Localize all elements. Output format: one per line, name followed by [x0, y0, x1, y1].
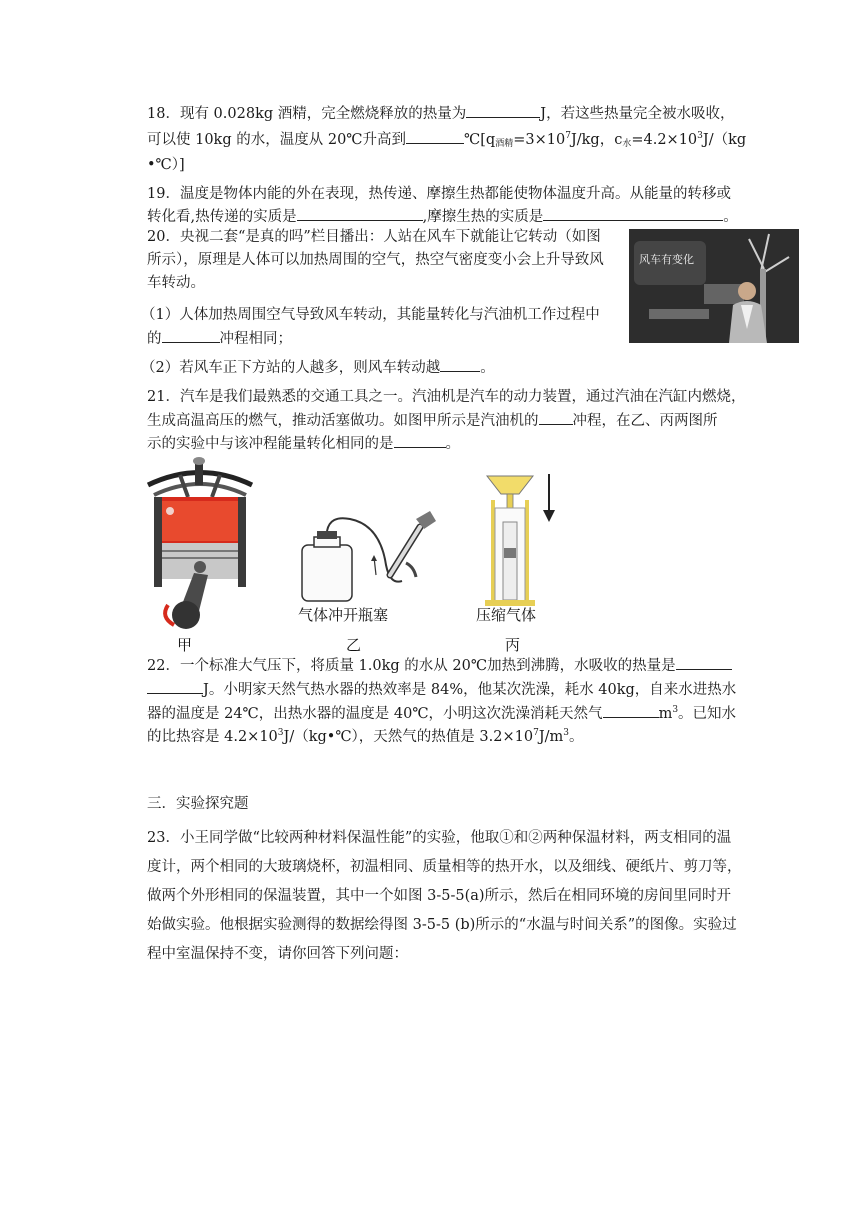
q23-text: 23．小王同学做“比较两种材料保温性能”的实验，他取①和②两种保温材料，两支相同的温: [147, 830, 732, 846]
q23-line-4: [147, 915, 737, 935]
section-heading: 三．实验探究题: [147, 796, 249, 812]
q22-line-4: [147, 727, 584, 747]
q18-text: J，若这些热量完全被水吸收，: [540, 106, 735, 122]
q18-text: •℃）]: [147, 157, 185, 173]
q19-blank-2[interactable]: [543, 206, 723, 221]
q22-blank-1b[interactable]: [147, 679, 203, 694]
q18-line-3: [147, 155, 185, 175]
q22-text: J/（kg•℃），天然气的热值是 3.2×10: [283, 729, 534, 745]
q22-exponent: 7: [533, 728, 539, 738]
q22-text: 的比热容是 4.2×10: [147, 729, 278, 745]
q22-exponent: 3: [563, 728, 569, 738]
q20-text: 20．央视二套“是真的吗”栏目播出：人站在风车下就能让它转动（如图: [147, 229, 601, 245]
q18-text: 18．现有 0.028kg 酒精，完全燃烧释放的热量为: [147, 106, 467, 122]
q23-line-3: [147, 886, 731, 906]
q21-line-2: [147, 410, 718, 431]
q21-text: 示的实验中与该冲程能量转化相同的是: [147, 436, 394, 452]
q22-line-1: [147, 655, 732, 676]
q22-text: J/m: [538, 729, 564, 745]
fig-yi-caption: 气体冲开瓶塞: [298, 606, 389, 624]
q19-line-1: [147, 184, 731, 204]
q22-text: 。已知水: [678, 706, 737, 722]
q18-text: J/（kg: [702, 132, 747, 148]
q23-line-2: [147, 857, 742, 877]
q20-line-2: [147, 250, 604, 270]
q20-line-1: [147, 227, 601, 247]
engine-cylinder-figure: [140, 455, 260, 630]
fig-yi-label: 乙: [346, 636, 362, 654]
q19-line-2: [147, 206, 738, 227]
q21-blank-2[interactable]: [394, 433, 446, 448]
q22-exponent: 3: [672, 705, 679, 715]
q21-text: 生成高温高压的燃气，推动活塞做功。如图甲所示是汽油机的: [147, 413, 539, 429]
q18-text: =4.2×10: [631, 132, 698, 148]
q22-exponent: 3: [277, 728, 284, 738]
q21-text: 冲程，在乙、丙两图所: [572, 413, 718, 429]
q21-blank-1[interactable]: [539, 410, 573, 425]
q19-text: ,摩擦生热的实质是: [422, 209, 544, 225]
q18-text: J/kg，c: [570, 132, 623, 148]
q18-blank-2[interactable]: [406, 129, 464, 144]
q20-text: 。: [480, 360, 495, 376]
q18-text: =3×10: [513, 132, 566, 148]
fig-bing-label: 丙: [505, 636, 521, 654]
q21-text: 21．汽车是我们最熟悉的交通工具之一。汽油机是汽车的动力装置，通过汽油在汽缸内燃烧，: [147, 389, 746, 405]
q22-text: 。: [569, 729, 584, 745]
q22-blank-2[interactable]: [603, 703, 659, 718]
q20-blank-2[interactable]: [440, 357, 480, 372]
q20-text: 的: [147, 331, 162, 347]
q22-line-3: [147, 703, 736, 724]
q18-exponent: 7: [565, 131, 571, 141]
q22-text: m: [658, 706, 673, 722]
q18-line-2: [147, 129, 746, 150]
q20-part-2: [141, 357, 495, 378]
q18-line-1: [147, 103, 735, 124]
fig-jia-label: 甲: [177, 636, 193, 654]
q23-line-5: [147, 944, 408, 964]
q20-part-1b: [147, 328, 292, 349]
q22-text: 器的温度是 24℃，出热水器的温度是 40℃，小明这次洗澡消耗天然气: [147, 706, 603, 722]
q22-line-2: [147, 679, 736, 700]
fig-bing-caption: 压缩气体: [476, 606, 537, 624]
bottle-stopper-figure: [290, 505, 440, 605]
q22-text: 22．一个标准大气压下，将质量 1.0kg 的水从 20℃加热到沸腾，水吸收的热量是: [147, 658, 676, 674]
q23-text: 程中室温保持不变，请你回答下列问题：: [147, 946, 408, 962]
q18-subscript: 酒精: [495, 139, 514, 149]
q20-text: （1）人体加热周围空气导致风车转动，其能量转化与汽油机工作过程中: [141, 307, 600, 323]
q20-text: 所示），原理是人体可以加热周围的空气，热空气密度变小会上升导致风: [147, 252, 604, 268]
photo-caption: 风车有变化: [639, 253, 694, 266]
q20-text: （2）若风车正下方站的人越多，则风车转动越: [141, 360, 441, 376]
q22-blank-1a[interactable]: [676, 655, 732, 670]
q20-text: 车转动。: [147, 275, 205, 291]
q20-line-3: [147, 273, 205, 293]
q18-subscript: 水: [622, 139, 632, 149]
q19-text: 转化看,热传递的实质是: [147, 209, 297, 225]
q18-text: ℃[q: [464, 132, 496, 148]
q21-line-3: [147, 433, 460, 454]
q19-text: 19．温度是物体内能的外在表现，热传递、摩擦生热都能使物体温度升高。从能量的转移或: [147, 186, 731, 202]
windmill-tv-photo: [629, 229, 799, 343]
q18-exponent: 3: [697, 131, 703, 141]
compress-gas-figure: [475, 470, 565, 608]
q18-blank-1[interactable]: [466, 103, 540, 118]
q23-text: 做两个外形相同的保温装置，其中一个如图 3-5-5(a)所示，然后在相同环境的房间里同时开: [147, 888, 732, 904]
q20-blank-1[interactable]: [162, 328, 220, 343]
q22-text: J。小明家天然气热水器的热效率是 84%，他某次洗澡，耗水 40kg，自来水进热水: [203, 682, 737, 698]
q21-text: 。: [445, 436, 460, 452]
q23-text: 始做实验。他根据实验测得的数据绘得图 3-5-5 (b)所示的“水温与时间关系”的图像。实验过: [147, 917, 737, 933]
q19-blank-1[interactable]: [297, 206, 423, 221]
q23-line-1: [147, 828, 731, 848]
q21-line-1: [147, 387, 745, 407]
q18-text: 可以使 10kg 的水，温度从 20℃升高到: [147, 132, 407, 148]
q19-text: 。: [723, 209, 738, 225]
q23-text: 度计，两个相同的大玻璃烧杯，初温相同、质量相等的热开水，以及细线、硬纸片、剪刀等，: [147, 859, 742, 875]
q20-part-1: [141, 305, 600, 325]
q20-text: 冲程相同；: [219, 331, 292, 347]
